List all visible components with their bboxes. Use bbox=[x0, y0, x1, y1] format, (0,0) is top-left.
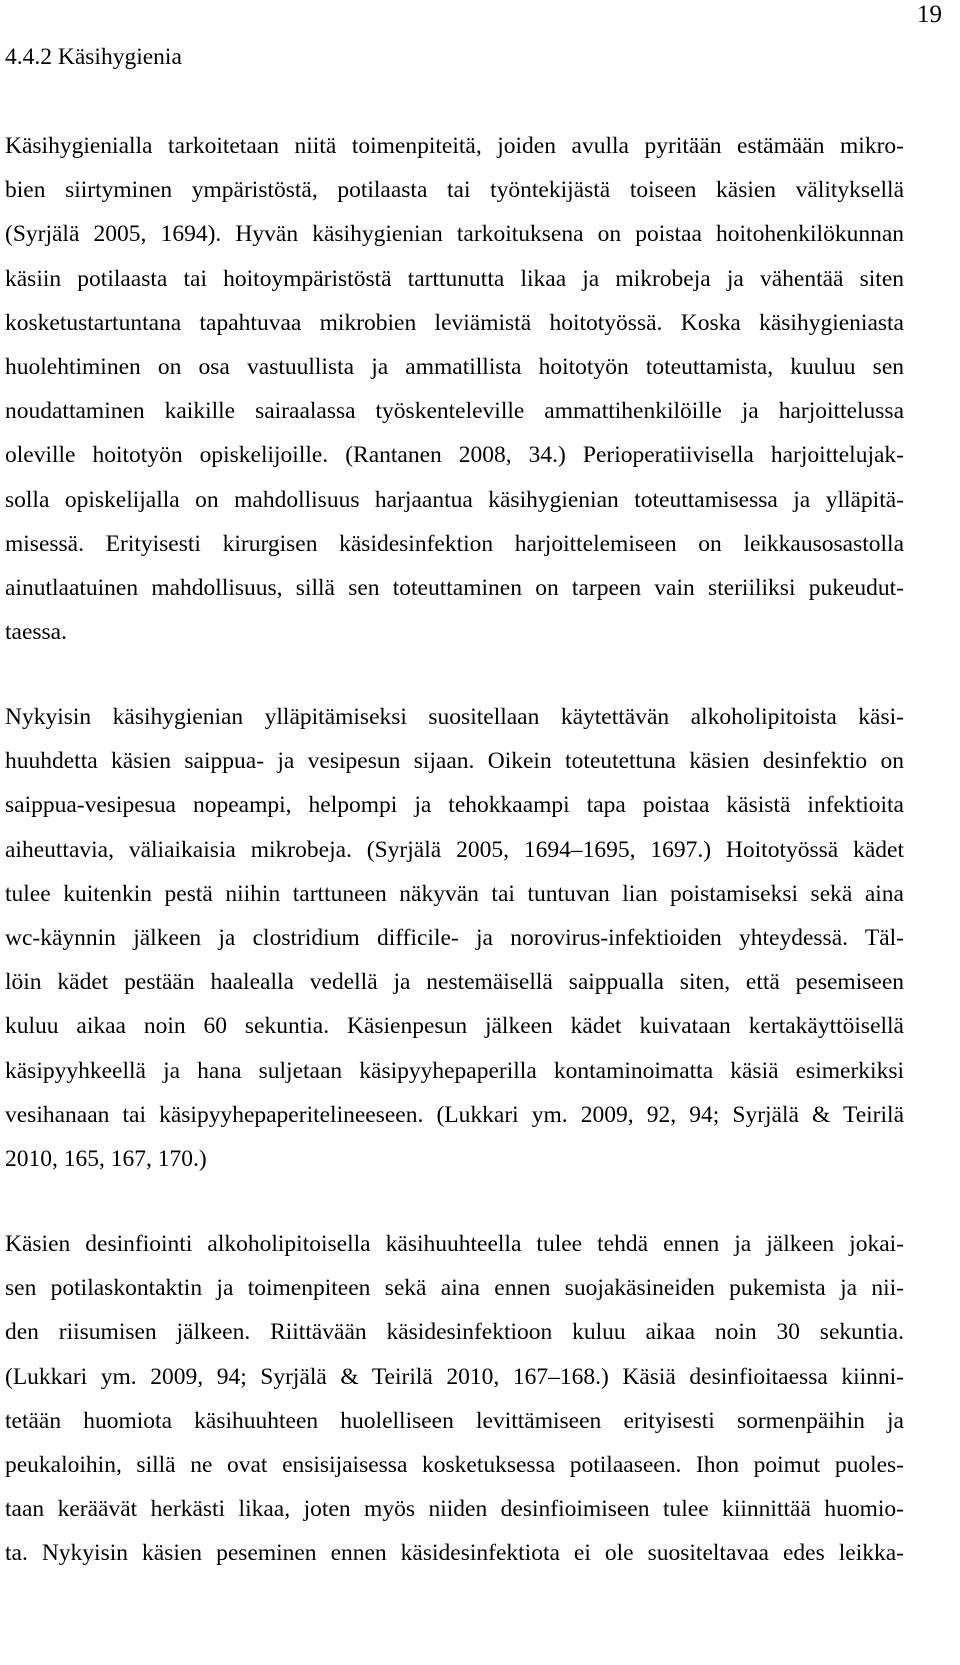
text-line: taan keräävät herkästi likaa, joten myös niiden desinfioimiseen tulee kiinnittää huomio- bbox=[5, 1496, 904, 1523]
text-line: misessä. Erityisesti kirurgisen käsidesinfektion harjoittelemiseen on leikkausosastolla bbox=[5, 530, 904, 557]
paragraph-hand-rub-and-washing bbox=[5, 695, 904, 1181]
text-line: vesihanaan tai käsipyyhepaperitelineeseen. (Lukkari ym. 2009, 92, 94; Syrjälä & Teirilä bbox=[5, 1101, 904, 1128]
text-line: taessa. bbox=[5, 619, 67, 646]
text-line: ainutlaatuinen mahdollisuus, sillä sen toteuttaminen on tarpeen vain steriiliksi pukeudut- bbox=[5, 574, 904, 601]
paragraph-hand-disinfection bbox=[5, 1222, 904, 1576]
text-line: den riisumisen jälkeen. Riittävään käsidesinfektioon kuluu aikaa noin 30 sekuntia. bbox=[5, 1319, 904, 1346]
text-line: sen potilaskontaktin ja toimenpiteen sekä aina ennen suojakäsineiden pukemista ja nii- bbox=[5, 1275, 904, 1302]
text-line: oleville hoitotyön opiskelijoille. (Rantanen 2008, 34.) Perioperatiivisella harjoittelujak- bbox=[5, 442, 904, 469]
text-line: bien siirtyminen ympäristöstä, potilaasta tai työntekijästä toiseen käsien välityksellä bbox=[5, 177, 904, 204]
text-line: Käsihygienialla tarkoitetaan niitä toimenpiteitä, joiden avulla pyritään estämään mikro- bbox=[5, 133, 904, 159]
page-number: 19 bbox=[917, 1, 942, 28]
text-line: (Lukkari ym. 2009, 94; Syrjälä & Teirilä 2010, 167–168.) Käsiä desinfioitaessa kiinni- bbox=[5, 1363, 904, 1390]
text-line: wc-käynnin jälkeen ja clostridium difficile- ja norovirus-infektioiden yhteydessä. Täl- bbox=[5, 924, 904, 951]
text-line: Käsien desinfiointi alkoholipitoisella käsihuuhteella tulee tehdä ennen ja jälkeen jokai- bbox=[5, 1231, 904, 1257]
text-line: ta. Nykyisin käsien peseminen ennen käsidesinfektiota ei ole suositeltavaa edes leikka- bbox=[5, 1540, 904, 1567]
text-line: kosketustartuntana tapahtuvaa mikrobien leviämistä hoitotyössä. Koska käsihygieniasta bbox=[5, 309, 904, 336]
text-line: 2010, 165, 167, 170.) bbox=[5, 1145, 207, 1172]
text-line: aiheuttavia, väliaikaisia mikrobeja. (Syrjälä 2005, 1694–1695, 1697.) Hoitotyössä kädet bbox=[5, 836, 904, 863]
text-line: (Syrjälä 2005, 1694). Hyvän käsihygienian tarkoituksena on poistaa hoitohenkilökunnan bbox=[5, 221, 904, 248]
text-line: noudattaminen kaikille sairaalassa työskenteleville ammattihenkilöille ja harjoittelussa bbox=[5, 398, 904, 425]
text-line: käsipyyhkeellä ja hana suljetaan käsipyyhepaperilla kontaminoimatta käsiä esimerkiksi bbox=[5, 1057, 904, 1084]
paragraph-hand-hygiene-definition bbox=[5, 124, 904, 654]
text-line: peukaloihin, sillä ne ovat ensisijaisessa kosketuksessa potilaaseen. Ihon poimut puoles- bbox=[5, 1451, 904, 1478]
text-line: kuluu aikaa noin 60 sekuntia. Käsienpesun jälkeen kädet kuivataan kertakäyttöisellä bbox=[5, 1013, 904, 1040]
text-line: tetään huomiota käsihuuhteen huolelliseen levittämiseen erityisesti sormenpäihin ja bbox=[5, 1407, 904, 1434]
text-line: huolehtiminen on osa vastuullista ja ammatillista hoitotyön toteuttamista, kuuluu sen bbox=[5, 353, 904, 380]
text-line: solla opiskelijalla on mahdollisuus harjaantua käsihygienian toteuttamisessa ja ylläpitä- bbox=[5, 486, 904, 513]
text-line: huuhdetta käsien saippua- ja vesipesun sijaan. Oikein toteutettuna käsien desinfektio on bbox=[5, 748, 904, 775]
text-line: saippua-vesipesua nopeampi, helpompi ja tehokkaampi tapa poistaa käsistä infektioita bbox=[5, 792, 904, 819]
section-heading: 4.4.2 Käsihygienia bbox=[5, 44, 182, 70]
text-line: käsiin potilaasta tai hoitoympäristöstä tarttunutta likaa ja mikrobeja ja vähentää siten bbox=[5, 265, 904, 292]
text-line: tulee kuitenkin pestä niihin tarttuneen näkyvän tai tuntuvan lian poistamiseksi sekä aina bbox=[5, 880, 904, 907]
text-line: Nykyisin käsihygienian ylläpitämiseksi suositellaan käytettävän alkoholipitoista käsi- bbox=[5, 704, 904, 730]
text-line: löin kädet pestään haalealla vedellä ja nestemäisellä saippualla siten, että pesemiseen bbox=[5, 969, 904, 996]
